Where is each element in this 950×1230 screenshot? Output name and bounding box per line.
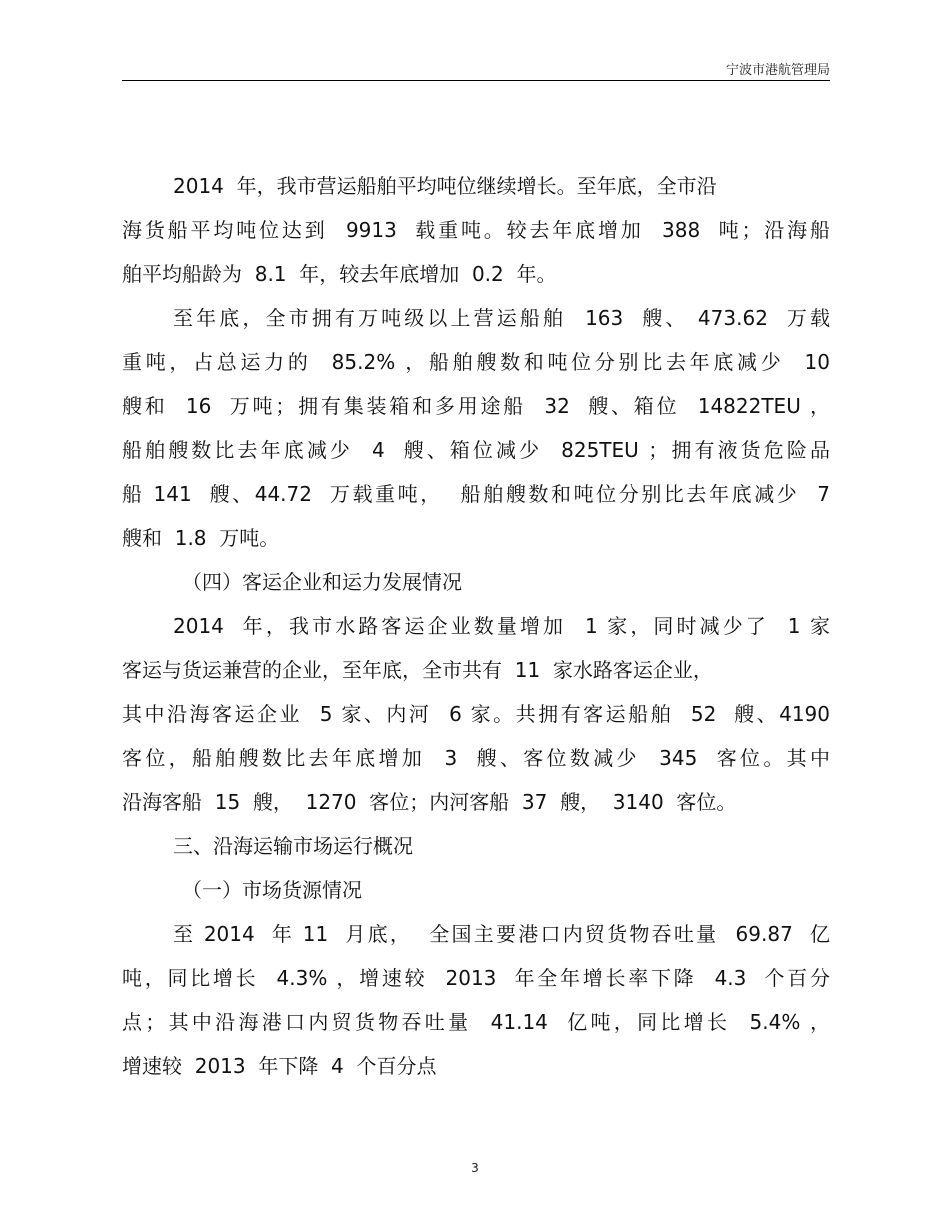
text-line: 艘和 16 万吨；拥有集装箱和多用途船 32 艘、箱位 14822TEU ，: [122, 394, 830, 418]
text-line: 三、沿海运输市场运行概况: [173, 834, 413, 858]
text-line: 点；其中沿海港口内贸货物吞吐量 41.14 亿吨，同比增长 5.4% ，: [122, 1010, 830, 1034]
text-line: 船 141 艘、44.72 万载重吨， 船舶艘数和吨位分别比去年底减少 7: [122, 482, 830, 506]
text-line: 海货船平均吨位达到 9913 载重吨。较去年底增加 388 吨；沿海船: [122, 218, 830, 242]
text-line: 舶平均船龄为 8.1 年，较去年底增加 0.2 年。: [122, 262, 557, 286]
text-line: 至年底，全市拥有万吨级以上营运船舶 163 艘、 473.62 万载: [173, 306, 830, 330]
text-line: 船舶艘数比去年底减少 4 艘、箱位减少 825TEU ；拥有液货危险品: [122, 438, 830, 462]
text-line: 重吨，占总运力的 85.2% ，船舶艘数和吨位分别比去年底减少 10: [122, 350, 830, 374]
text-line: （四）客运企业和运力发展情况: [182, 570, 462, 594]
text-line: 艘和 1.8 万吨。: [122, 526, 280, 550]
text-line: （一）市场货源情况: [182, 878, 362, 902]
text-line: 沿海客船 15 艘， 1270 客位；内河客船 37 艘， 3140 客位。: [122, 790, 737, 814]
text-line: 2014 年，我市营运船舶平均吨位继续增长。至年底，全市沿: [173, 174, 717, 198]
text-line: 客位，船舶艘数比去年底增加 3 艘、客位数减少 345 客位。其中: [122, 746, 830, 770]
text-line: 客运与货运兼营的企业，至年底，全市共有 11 家水路客运企业，: [122, 658, 713, 682]
text-line: 增速较 2013 年下降 4 个百分点: [122, 1054, 437, 1078]
page-header-org: 宁波市港航管理局: [725, 63, 830, 78]
document-body: [122, 164, 830, 1088]
text-line: 至 2014 年 11 月底， 全国主要港口内贸货物吞吐量 69.87 亿: [173, 922, 830, 946]
text-line: 2014 年，我市水路客运企业数量增加 1 家，同时减少了 1 家: [173, 614, 830, 638]
header-divider: [122, 80, 830, 81]
text-line: 吨，同比增长 4.3% ，增速较 2013 年全年增长率下降 4.3 个百分: [122, 966, 830, 990]
page-number: 3: [471, 1161, 479, 1175]
text-line: 其中沿海客运企业 5 家、内河 6 家。共拥有客运船舶 52 艘、4190: [122, 702, 830, 726]
